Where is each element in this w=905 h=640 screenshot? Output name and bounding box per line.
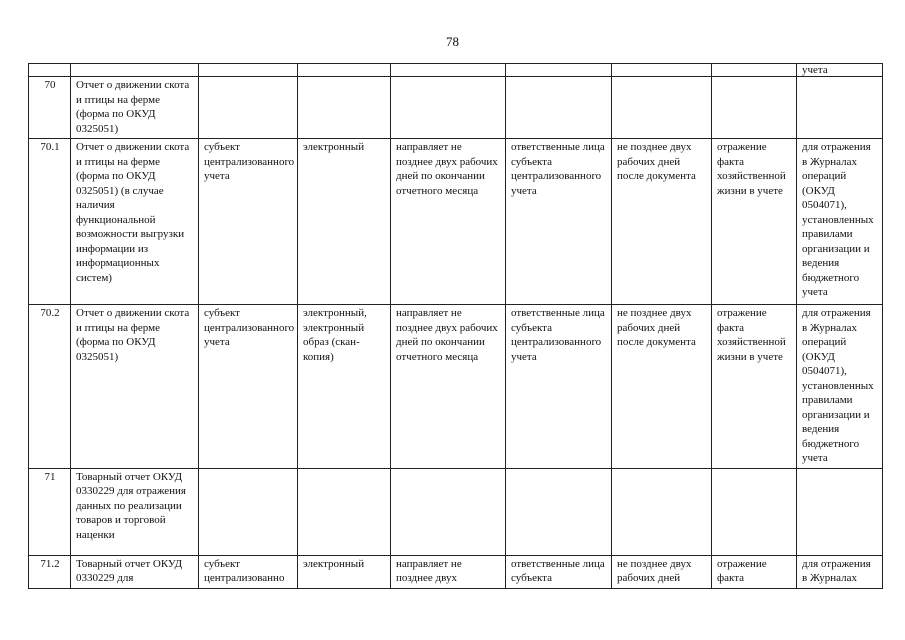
document-name: Отчет о движении скота и птицы на ферме (форма по ОКУД 0325051): [71, 305, 199, 469]
cell-form: [298, 468, 391, 555]
cell-subject: [199, 64, 298, 77]
cell-form: электронный: [298, 139, 391, 305]
row-number: 70.1: [29, 139, 71, 305]
cell-num: [29, 64, 71, 77]
cell-reflection: [712, 468, 797, 555]
document-name: Отчет о движении скота и птицы на ферме (форма по ОКУД 0325051) (в случае наличия функциональной возможности выгрузки информации из информационных систем): [71, 139, 199, 305]
cell-deadline: [391, 468, 506, 555]
document-name: Товарный отчет ОКУД 0330229 для: [71, 555, 199, 588]
cell-after-doc: [612, 64, 712, 77]
cell-after-doc: [612, 468, 712, 555]
page-number: 78: [446, 34, 459, 49]
cell-after-doc: [612, 77, 712, 139]
cell-form: электронный: [298, 555, 391, 588]
table-row: [29, 77, 883, 139]
cell-purpose: для отражения в Журналах: [797, 555, 883, 588]
row-number: 71: [29, 468, 71, 555]
cell-responsible: [506, 468, 612, 555]
row-number: 71.2: [29, 555, 71, 588]
row-number: 70: [29, 77, 71, 139]
cell-after-doc: не позднее двух рабочих дней после документа: [612, 139, 712, 305]
table-row: [29, 305, 883, 469]
cell-reflection: отражение факта хозяйственной жизни в учете: [712, 139, 797, 305]
table-row: [29, 468, 883, 555]
document-name: Товарный отчет ОКУД 0330229 для отражения данных по реализации товаров и торговой наценки: [71, 468, 199, 555]
cell-form: [298, 64, 391, 77]
cell-purpose: [797, 77, 883, 139]
document-name: Отчет о движении скота и птицы на ферме (форма по ОКУД 0325051): [71, 77, 199, 139]
cell-form: [298, 77, 391, 139]
cell-purpose: учета: [797, 64, 883, 77]
cell-subject: [199, 468, 298, 555]
table-row: [29, 139, 883, 305]
cell-deadline: направляет не позднее двух рабочих дней по окончании отчетного месяца: [391, 305, 506, 469]
cell-responsible: ответственные лица субъекта: [506, 555, 612, 588]
cell-reflection: [712, 64, 797, 77]
cell-after-doc: не позднее двух рабочих дней после документа: [612, 305, 712, 469]
table-row: [29, 555, 883, 588]
cell-responsible: [506, 77, 612, 139]
cell-reflection: отражение факта: [712, 555, 797, 588]
cell-subject: субъект централизованно: [199, 555, 298, 588]
cell-name: [71, 64, 199, 77]
cell-after-doc: не позднее двух рабочих дней: [612, 555, 712, 588]
cell-deadline: [391, 77, 506, 139]
cell-subject: [199, 77, 298, 139]
cell-responsible: ответственные лица субъекта централизованного учета: [506, 139, 612, 305]
cell-responsible: [506, 64, 612, 77]
cell-purpose: [797, 468, 883, 555]
row-number: 70.2: [29, 305, 71, 469]
cell-reflection: отражение факта хозяйственной жизни в учете: [712, 305, 797, 469]
cell-purpose: для отражения в Журналах операций (ОКУД 0504071), установленных правилами организации и ведения бюджетного учета: [797, 305, 883, 469]
cell-subject: субъект централизованного учета: [199, 139, 298, 305]
cell-deadline: направляет не позднее двух рабочих дней по окончании отчетного месяца: [391, 139, 506, 305]
cell-subject: субъект централизованного учета: [199, 305, 298, 469]
cell-purpose: для отражения в Журналах операций (ОКУД 0504071), установленных правилами организации и ведения бюджетного учета: [797, 139, 883, 305]
cell-deadline: направляет не позднее двух: [391, 555, 506, 588]
cell-form: электронный, электронный образ (скан-копия): [298, 305, 391, 469]
document-table: [28, 63, 883, 589]
cell-deadline: [391, 64, 506, 77]
table-row-continued: [29, 64, 883, 77]
cell-responsible: ответственные лица субъекта централизованного учета: [506, 305, 612, 469]
cell-reflection: [712, 77, 797, 139]
